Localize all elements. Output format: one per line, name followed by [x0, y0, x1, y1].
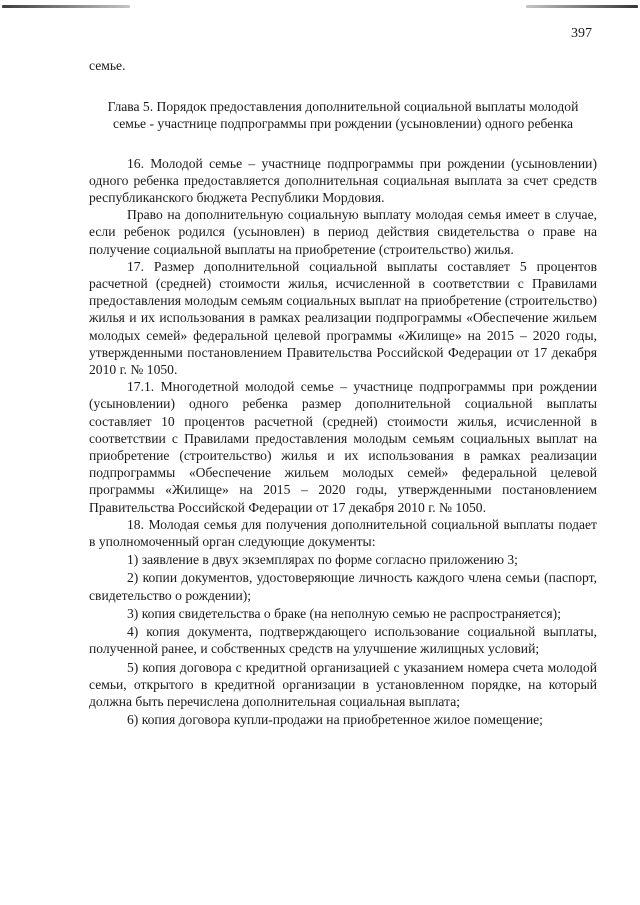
paragraph-17-1: 17.1. Многодетной молодой семье – участнице подпрограммы при рождении (усыновлении) одного ребенка размер дополнительной социальной выплаты составляет 10 процентов расчетной (средней) стоимости жилья, исчисленной в соответствии с Правилами предоставления молодым семьям социальных выплат на приобретение (строительство) жилья и их использования в рамках реализации подпрограммы «Обеспечение жильем молодых семей» федеральной целевой программы «Жилище» на 2015 – 2020 годы, утвержденными постановлением Правительства Российской Федерации от 17 декабря 2010 г. № 1050. — [89, 379, 597, 515]
chapter-title: Глава 5. Порядок предоставления дополнительной социальной выплаты молодой семье - участнице подпрограммы при рождении (усыновлении) одного ребенка — [107, 99, 579, 132]
continued-text-fragment: семье. — [89, 58, 126, 73]
scan-edge-mark-left — [2, 5, 130, 8]
paragraph-18: 18. Молодая семья для получения дополнительной социальной выплаты подает в уполномоченный орган следующие документы: — [89, 516, 597, 550]
list-item-3-marriage-certificate: 3) копия свидетельства о браке (на неполную семью не распространяется); — [127, 605, 561, 621]
list-item-5-bank-agreement: 5) копия договора с кредитной организацией с указанием номера счета молодой семьи, открытого в кредитной организации в установленном порядке, на который должна быть перечислена дополнительная социальная выплата; — [89, 659, 597, 709]
list-item-6-purchase-agreement: 6) копия договора купли-продажи на приобретенное жилое помещение; — [127, 712, 543, 728]
list-item-1-application: 1) заявление в двух экземплярах по форме согласно приложению 3; — [127, 552, 518, 568]
list-item-4-usage-document: 4) копия документа, подтверждающего использование социальной выплаты, полученной ранее, и собственных средств на улучшение жилищных условий; — [89, 624, 597, 657]
page-number: 397 — [571, 26, 592, 41]
paragraph-17: 17. Размер дополнительной социальной выплаты составляет 5 процентов расчетной (средней) стоимости жилья, исчисленной в соответствии с Правилами предоставления молодым семьям социальных выплат на приобретение (строительство) жилья и их использования в рамках реализации подпрограммы «Обеспечение жильем молодых семей» федеральной целевой программы «Жилище» на 2015 – 2020 годы, утвержденными постановлением Правительства Российской Федерации от 17 декабря 2010 г. № 1050. — [89, 258, 597, 378]
list-item-2-identity-documents: 2) копии документов, удостоверяющие личность каждого члена семьи (паспорт, свидетельство о рождении); — [89, 570, 597, 603]
paragraph-right-to-payment: Право на дополнительную социальную выплату молодая семья имеет в случае, если ребенок родился (усыновлен) в период действия свидетельства о праве на получение социальной выплаты на приобретение (строительство) жилья. — [89, 207, 597, 257]
paragraph-16: 16. Молодой семье – участнице подпрограммы при рождении (усыновлении) одного ребенка предоставляется дополнительная социальная выплата за счет средств республиканского бюджета Республики Мордовия. — [89, 155, 597, 206]
scan-edge-mark-right — [526, 5, 638, 8]
document-body — [89, 57, 597, 728]
